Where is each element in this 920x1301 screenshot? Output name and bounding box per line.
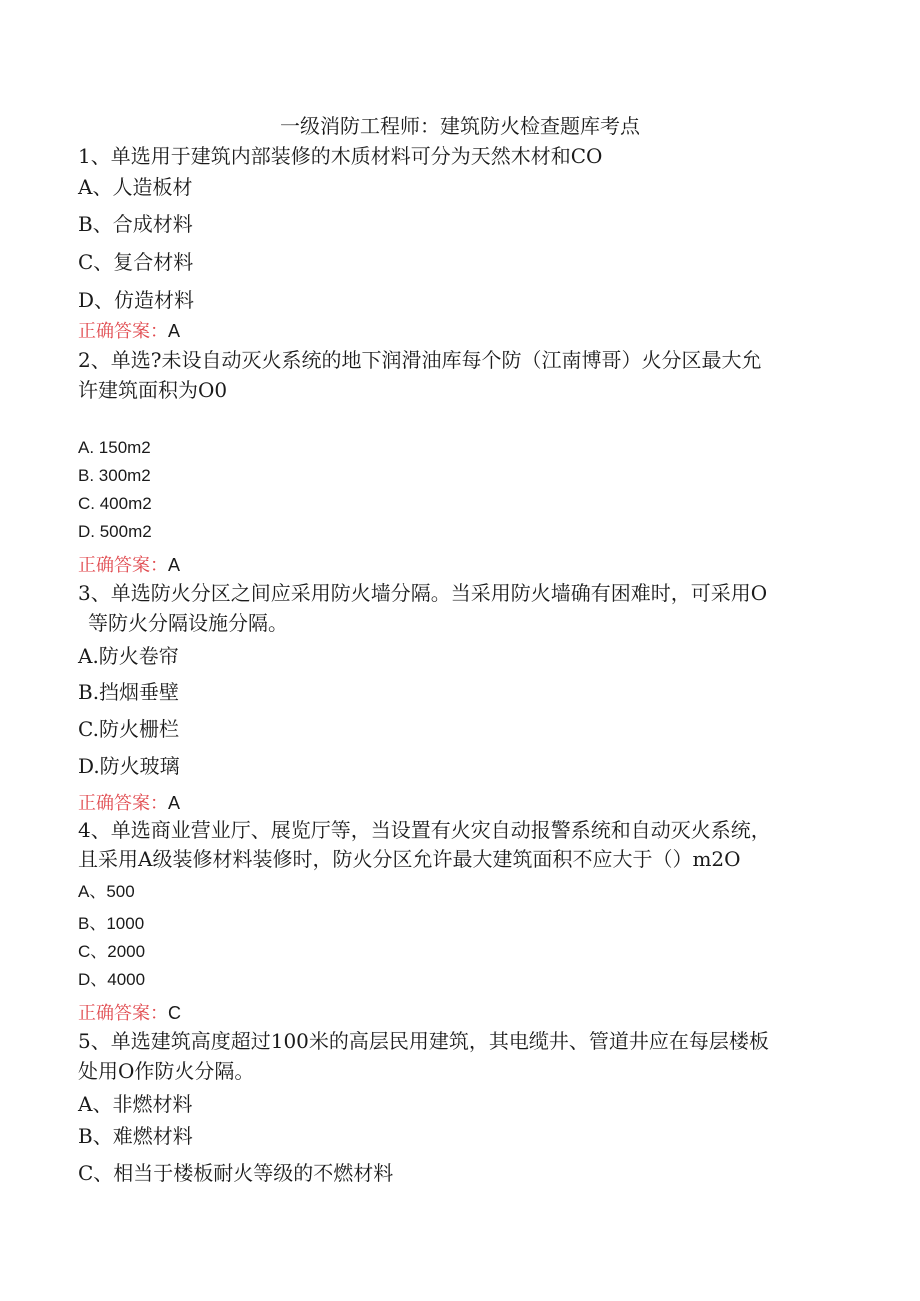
- question-4-stem-line-2: 且采用A级装修材料装修时，防火分区允许最大建筑面积不应大于（）m2O: [78, 847, 741, 871]
- answer-value: C: [168, 1003, 181, 1023]
- question-4-option-a: A、500: [78, 882, 135, 901]
- question-3-option-c: C.防火栅栏: [78, 717, 179, 741]
- question-2-option-d: D. 500m2: [78, 522, 152, 541]
- answer-label: 正确答案：: [78, 555, 168, 576]
- question-2-option-c: C. 400m2: [78, 494, 152, 513]
- question-2-answer: [78, 553, 180, 578]
- question-2-option-b: B. 300m2: [78, 466, 151, 485]
- question-3-stem-line-2: 等防火分隔设施分隔。: [88, 611, 288, 635]
- question-5-stem-line-1: 5、单选建筑高度超过100米的高层民用建筑，其电缆井、管道井应在每层楼板: [78, 1029, 769, 1053]
- question-4-option-b: B、1000: [78, 914, 145, 933]
- question-3-option-b: B.挡烟垂壁: [78, 680, 180, 704]
- question-3-option-d: D.防火玻璃: [78, 754, 180, 778]
- answer-label: 正确答案：: [78, 321, 168, 342]
- question-5-option-c: C、相当于楼板耐火等级的不燃材料: [78, 1161, 394, 1185]
- answer-label: 正确答案：: [78, 793, 168, 814]
- question-4-option-d: D、4000: [78, 970, 146, 989]
- answer-value: A: [168, 321, 181, 341]
- question-1-stem: 1、单选用于建筑内部装修的木质材料可分为天然木材和CO: [78, 144, 603, 168]
- question-4-option-c: C、2000: [78, 942, 146, 961]
- question-5-option-b: B、难燃材料: [78, 1124, 193, 1148]
- document-title: 一级消防工程师：建筑防火检查题库考点: [280, 114, 640, 138]
- question-3-option-a: A.防火卷帘: [78, 644, 179, 668]
- question-5-stem-line-2: 处用O作防火分隔。: [78, 1059, 255, 1083]
- question-2-option-a: A. 150m2: [78, 438, 151, 457]
- question-4-stem-line-1: 4、单选商业营业厅、展览厅等，当设置有火灾自动报警系统和自动灭火系统，: [78, 818, 771, 842]
- answer-label: 正确答案：: [78, 1003, 168, 1024]
- question-3-answer: [78, 791, 180, 816]
- question-2-stem-line-1: 2、单选?未设自动灭火系统的地下润滑油库每个防（江南博哥）火分区最大允: [78, 348, 762, 372]
- question-1-option-a: A、人造板材: [78, 175, 193, 199]
- question-1-answer: [78, 319, 180, 344]
- answer-value: A: [168, 555, 181, 575]
- question-1-option-d: D、仿造材料: [78, 288, 195, 312]
- question-1-option-b: B、合成材料: [78, 212, 193, 236]
- question-5-option-a: A、非燃材料: [78, 1092, 193, 1116]
- question-2-stem-line-2: 许建筑面积为O0: [78, 378, 228, 402]
- question-1-option-c: C、复合材料: [78, 250, 194, 274]
- answer-value: A: [168, 793, 181, 813]
- question-4-answer: [78, 1001, 181, 1026]
- question-3-stem-line-1: 3、单选防火分区之间应采用防火墙分隔。当采用防火墙确有困难时，可采用O: [78, 581, 768, 605]
